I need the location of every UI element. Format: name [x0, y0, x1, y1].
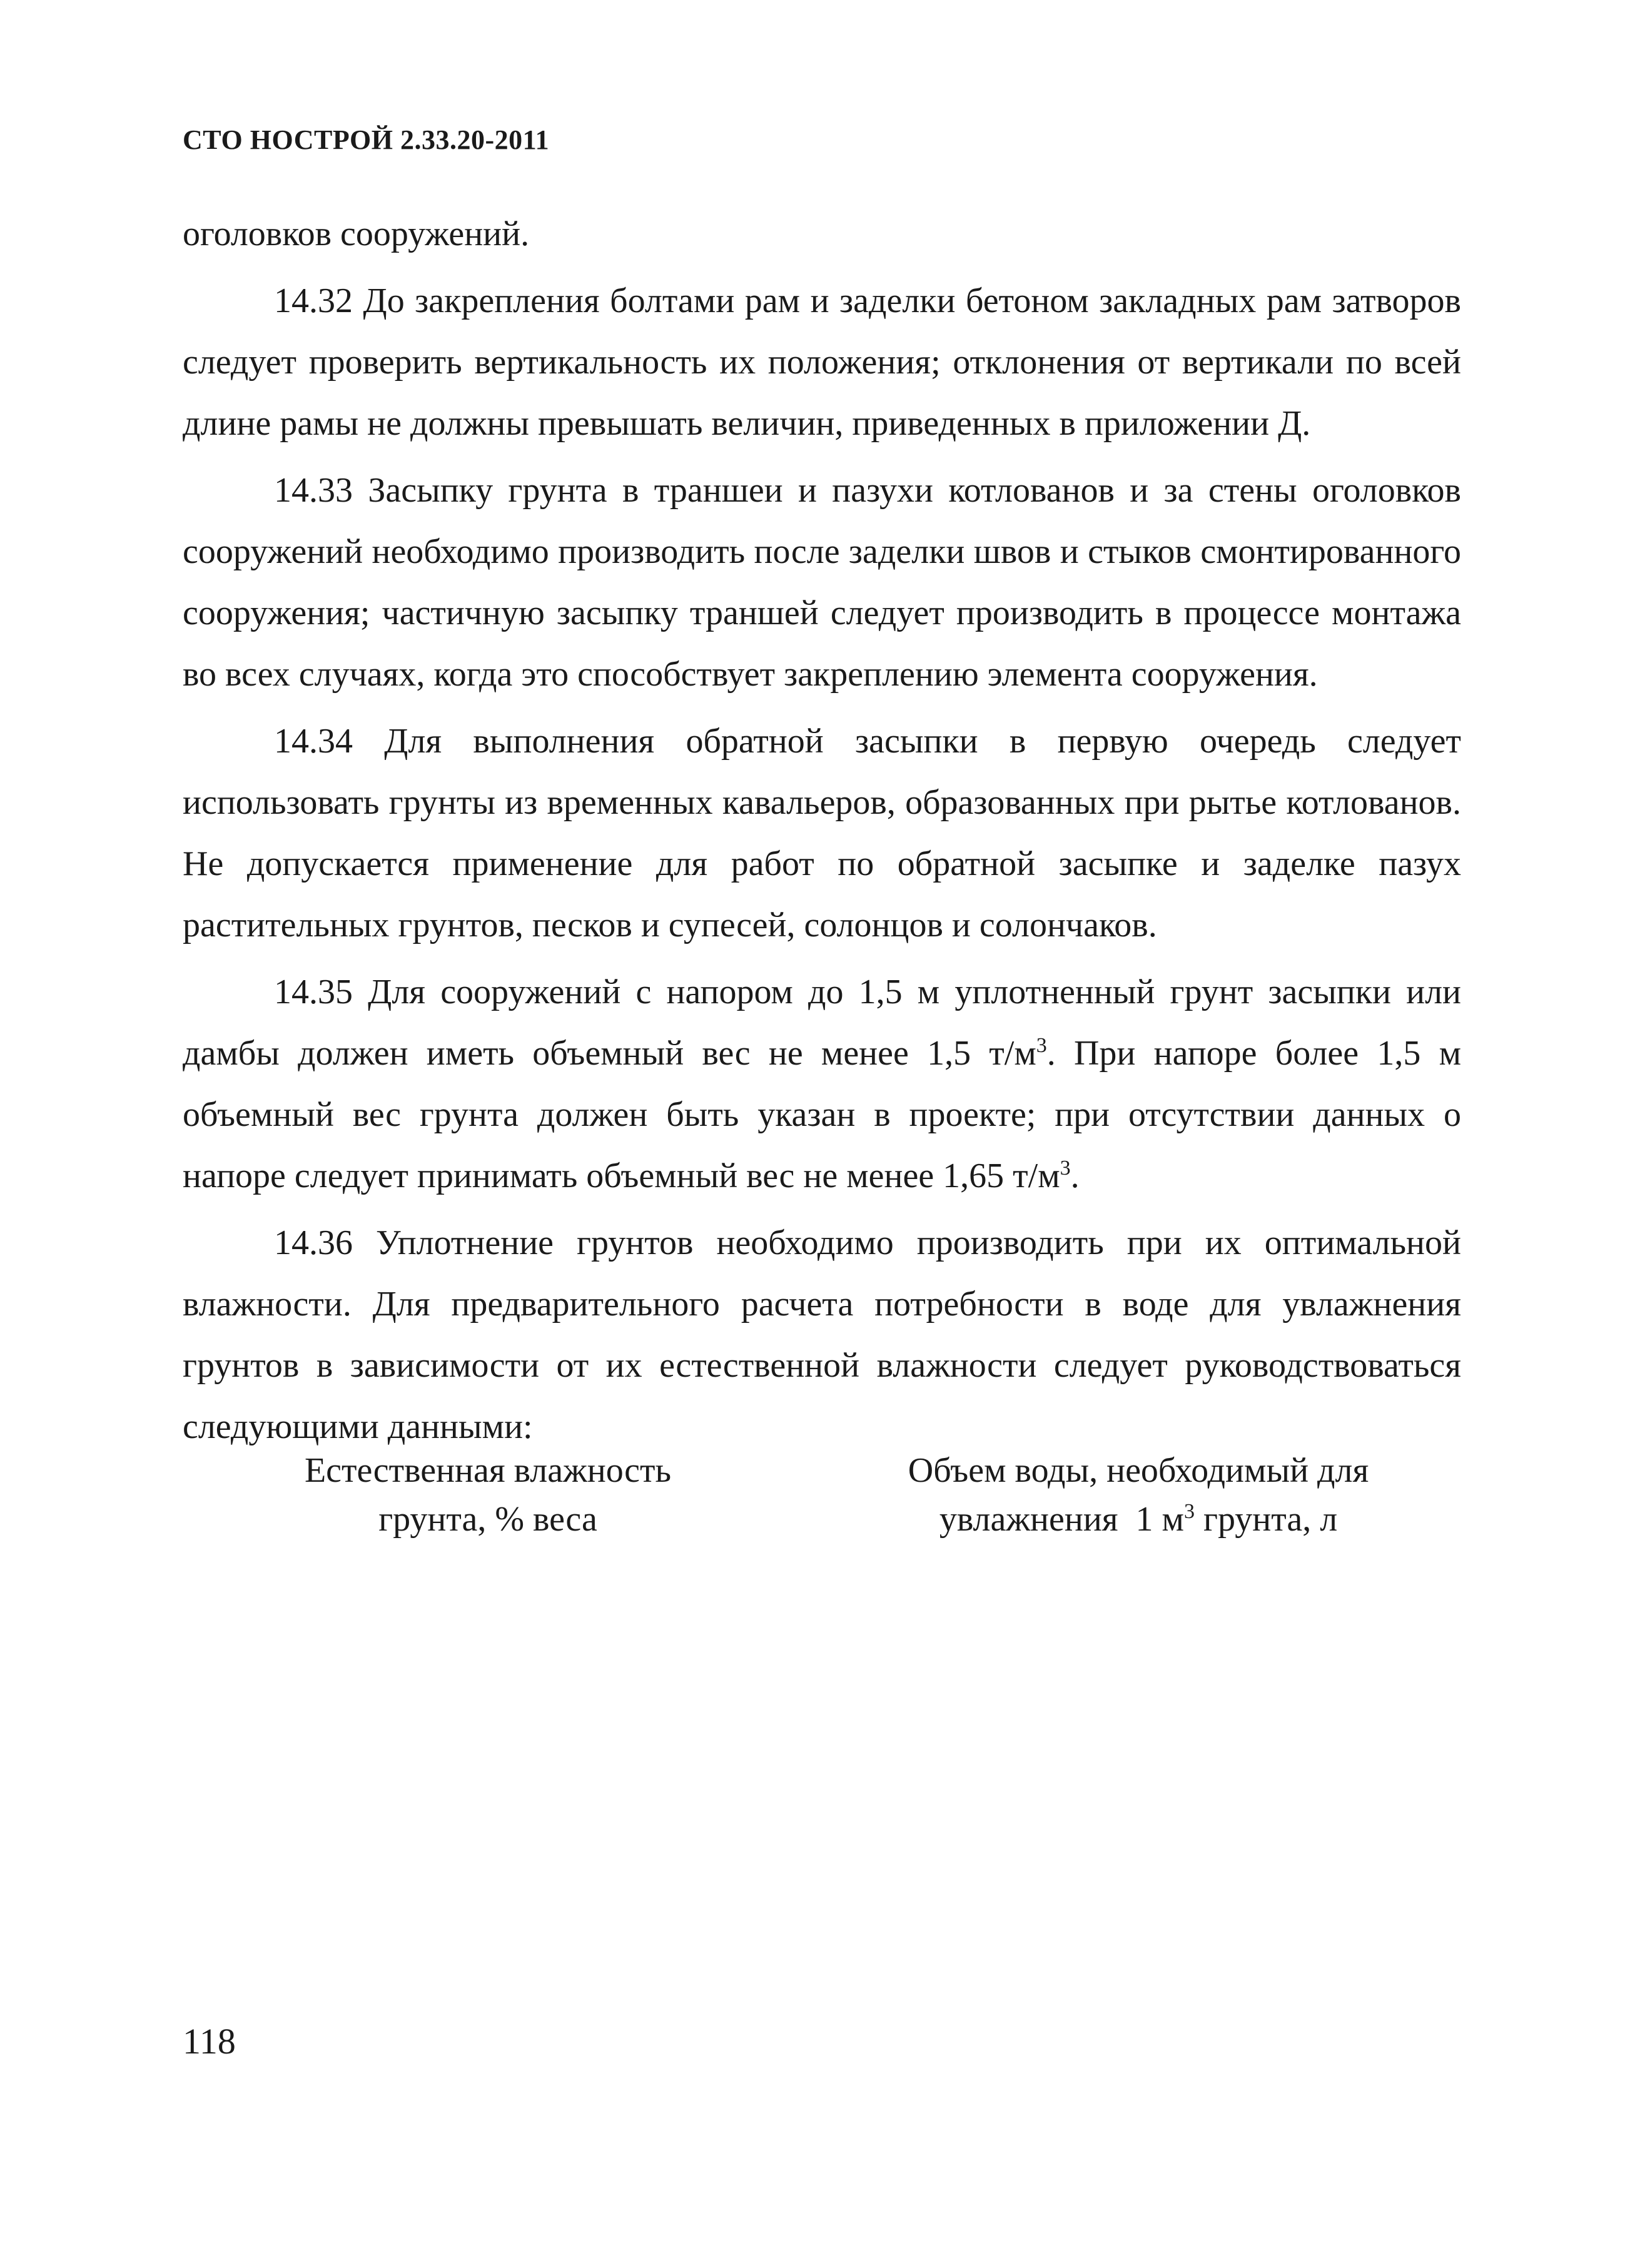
table-header-water-line2 [863, 1495, 1414, 1544]
table-header-moisture [263, 1446, 713, 1544]
paragraph-14-35 [183, 961, 1461, 1207]
paragraph-continuation: оголовков сооружений. [183, 215, 530, 253]
paragraph-14-36: 14.36 Уплотнение грунтов необходимо производить при их оптимальной влажности. Для предварительного расчета потребности в воде для увлажнения грунтов в зависимости от их естественной влажности следует руководствоваться следующими данными: [183, 1223, 1461, 1446]
table-header-moisture-line2: грунта, % веса [378, 1500, 597, 1539]
paragraph-14-35-part-c: . [1070, 1157, 1080, 1195]
paragraph-14-33: 14.33 Засыпку грунта в траншеи и пазухи котлованов и за стены оголовков сооружений необходимо производить после заделки швов и стыков смонтированного сооружения; частичную засыпку траншей следует производить в процессе монтажа во всех случаях, когда это способствует закреплению элемента сооружения. [183, 471, 1461, 694]
table-header-water-line1: Объем воды, необходимый для [908, 1451, 1369, 1490]
page-number: 118 [183, 2021, 236, 2062]
page-header: СТО НОСТРОЙ 2.33.20-2011 [183, 124, 550, 155]
paragraph-14-35-part-a: 14.35 Для сооружений с напором до 1,5 м уплотненный грунт засыпки или дамбы должен иметь объемный вес не менее 1,5 т/м [183, 973, 1461, 1073]
superscript-cubed: 3 [1060, 1157, 1071, 1180]
superscript-cubed: 3 [1036, 1034, 1047, 1057]
table-header-water-line2-b: грунта, л [1195, 1500, 1338, 1539]
paragraph-14-32: 14.32 До закрепления болтами рам и заделки бетоном закладных рам затворов следует проверить вертикальность их положения; отклонения от вертикали по всей длине рамы не должны превышать величин, приведенных в приложении Д. [183, 281, 1461, 443]
body-text [183, 203, 1461, 1463]
table-header-water-volume [863, 1446, 1414, 1544]
table-header-moisture-line1: Естественная влажность [304, 1451, 672, 1490]
paragraph-14-35-part-b: . При напоре более 1,5 м объемный вес грунта должен быть указан в проекте; при отсутствии данных о напоре следует принимать объемный вес не менее 1,65 т/м [183, 1034, 1462, 1195]
paragraph-14-34: 14.34 Для выполнения обратной засыпки в первую очередь следует использовать грунты из временных кавальеров, образованных при рытье котлованов. Не допускается применение для работ по обратной засыпке и заделке пазух растительных грунтов, песков и супесей, солонцов и солончаков. [183, 722, 1461, 944]
table-header-water-line2-a: увлажнения 1 м [939, 1500, 1184, 1539]
superscript-cubed: 3 [1184, 1500, 1195, 1523]
